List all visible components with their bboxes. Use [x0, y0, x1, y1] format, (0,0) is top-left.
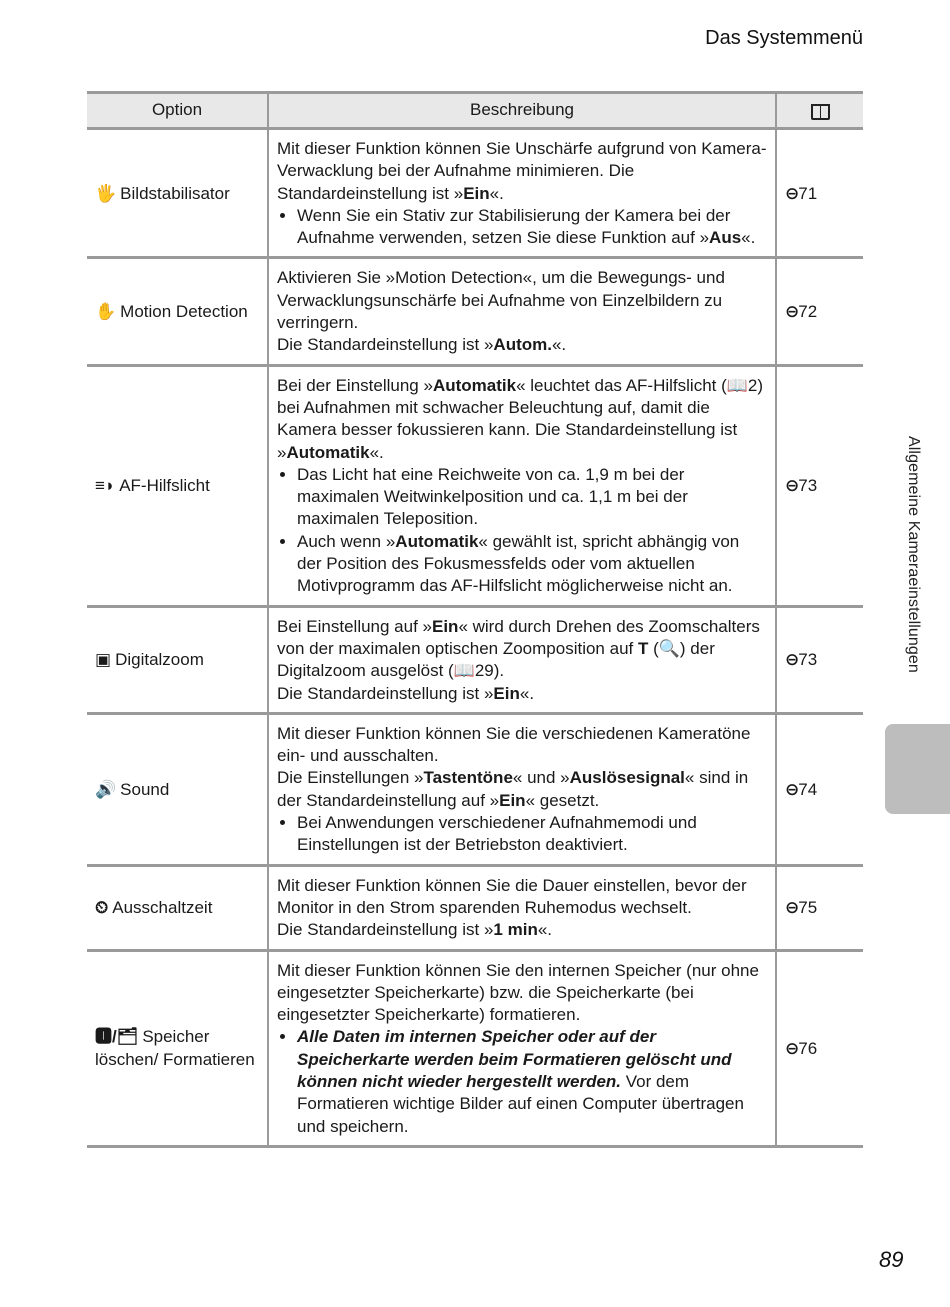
- option-cell: [87, 365, 268, 606]
- table-row: [87, 258, 863, 365]
- option-label: ✋ Motion Detection: [95, 301, 248, 323]
- format-memory-icon: 🅸/🗂: [95, 1027, 139, 1047]
- description-cell: [268, 365, 776, 606]
- option-cell: [87, 129, 268, 258]
- option-cell: [87, 713, 268, 865]
- reference-cell: [776, 950, 863, 1146]
- bold-term: Aus: [709, 228, 742, 248]
- chapter-tab-marker: [885, 724, 950, 814]
- option-label: 🖐 Bildstabilisator: [95, 183, 230, 205]
- description-cell: [268, 129, 776, 258]
- warning-text: Alle Daten im internen Speicher oder auf der Speicherkarte werden beim Formatieren gelöscht und können nicht wieder hergestellt werden.: [297, 1027, 732, 1091]
- column-header-option: Option: [87, 93, 268, 129]
- table-row: [87, 865, 863, 950]
- description-text: Aktivieren Sie »Motion Detection«, um die Bewegungs- und Verwacklungsunschärfe bei Aufnahme von Einzelbildern zu verringern. Die Standardeinstellung ist »Autom.«.: [277, 268, 725, 355]
- option-name: [95, 779, 259, 801]
- bold-term: 1 min: [493, 920, 538, 940]
- system-menu-table: [87, 91, 863, 1148]
- reference-section-icon: ⊖: [785, 183, 798, 203]
- note-list: [277, 1026, 767, 1137]
- note-item: • Alle Daten im internen Speicher oder auf der Speicherkarte werden beim Formatieren gelöscht und können nicht wieder hergestellt werden. Vor dem Formatieren wichtige Bilder auf einen Computer übertragen und speichern.: [297, 1026, 767, 1137]
- option-cell: [87, 606, 268, 713]
- table-row: [87, 950, 863, 1146]
- auto-off-icon: ⏲: [95, 897, 109, 917]
- option-cell: [87, 950, 268, 1146]
- option-label: ▣ Digitalzoom: [95, 649, 204, 671]
- page-reference: [785, 897, 855, 919]
- option-name: [95, 301, 259, 323]
- option-name: [95, 649, 259, 671]
- reference-section-icon: ⊖: [785, 301, 798, 321]
- table-row: [87, 606, 863, 713]
- reference-section-icon: ⊖: [785, 1038, 798, 1058]
- description-cell: [268, 606, 776, 713]
- option-label: ⏲ Ausschaltzeit: [95, 897, 212, 919]
- page-reference: [785, 649, 855, 671]
- table-row: [87, 713, 863, 865]
- af-assist-icon: ≡◗: [95, 476, 116, 495]
- option-name: [95, 475, 259, 497]
- reference-page-number: 72: [798, 301, 818, 321]
- page-reference: [785, 183, 855, 205]
- reference-cell: [776, 606, 863, 713]
- reference-page-number: 76: [798, 1038, 818, 1058]
- option-cell: [87, 258, 268, 365]
- reference-cell: [776, 865, 863, 950]
- bold-term: T: [637, 638, 649, 658]
- page-reference: [785, 301, 855, 323]
- page-title: Das Systemmenü: [705, 27, 863, 49]
- bold-term: Ein: [463, 183, 490, 203]
- bold-term: Tastentöne: [423, 768, 513, 788]
- reference-page-number: 75: [798, 897, 818, 917]
- note-item: • Wenn Sie ein Stativ zur Stabilisierung der Kamera bei der Aufnahme verwenden, setzen Sie diese Funktion auf »Aus«.: [297, 205, 767, 250]
- table-row: [87, 365, 863, 606]
- bold-term: Autom.: [493, 335, 552, 355]
- note-item: • Das Licht hat eine Reichweite von ca. 1,9 m bei der maximalen Weitwinkelposition und ca. 1,1 m bei der maximalen Teleposition.: [297, 464, 767, 531]
- page-reference: [785, 779, 855, 801]
- bold-term: Ein: [432, 616, 459, 636]
- column-header-description: Beschreibung: [268, 93, 776, 129]
- reference-page-number: 74: [798, 779, 818, 799]
- bold-term: Auslösesignal: [569, 768, 685, 788]
- option-label: 🔊 Sound: [95, 779, 169, 801]
- description-text: Mit dieser Funktion können Sie die Dauer einstellen, bevor der Monitor in den Strom sparenden Ruhemodus wechselt. Die Standardeinstellung ist »1 min«.: [277, 875, 747, 940]
- reference-page-number: 71: [798, 183, 818, 203]
- note-item: • Bei Anwendungen verschiedener Aufnahmemodi und Einstellungen ist der Betriebston deaktiviert.: [297, 812, 767, 857]
- note-list: [277, 464, 767, 598]
- column-header-reference: [776, 93, 863, 129]
- bold-term: Ein: [499, 790, 526, 810]
- vibration-reduction-icon: 🖐: [95, 183, 117, 203]
- option-name: [95, 897, 259, 919]
- option-name: [95, 1026, 259, 1071]
- bold-term: Automatik: [286, 442, 370, 462]
- reference-page-number: 73: [798, 476, 818, 495]
- chapter-tab-label: Allgemeine Kameraeinstellungen: [905, 436, 922, 673]
- note-list: [277, 812, 767, 857]
- table-row: [87, 129, 863, 258]
- reference-cell: [776, 129, 863, 258]
- description-text: Bei der Einstellung »Automatik« leuchtet das AF-Hilfslicht (📖2) bei Aufnahmen mit schwacher Beleuchtung auf, damit die Kamera besser fokussieren kann. Die Standardeinstellung ist »Automatik«.: [277, 375, 764, 462]
- reference-cell: [776, 365, 863, 606]
- description-text: Mit dieser Funktion können Sie die verschiedenen Kameratöne ein- und ausschalten. Die Einstellungen »Tastentöne« und »Auslösesignal« sind in der Standardeinstellung auf »Ein« gesetzt.: [277, 723, 751, 810]
- page-number: 89: [879, 1247, 904, 1272]
- note-item: • Auch wenn »Automatik« gewählt ist, spricht abhängig von der Position des Fokusmessfelds oder vom aktuellen Motivprogramm das AF-Hilfslicht möglicherweise nicht an.: [297, 531, 767, 598]
- reference-section-icon: ⊖: [785, 779, 798, 799]
- page-reference: [785, 475, 855, 497]
- description-cell: [268, 258, 776, 365]
- reference-cell: [776, 713, 863, 865]
- reference-section-icon: ⊖: [785, 476, 798, 495]
- description-cell: [268, 865, 776, 950]
- reference-page-number: 73: [798, 650, 818, 670]
- reference-section-icon: ⊖: [785, 897, 798, 917]
- page-reference: [785, 1038, 855, 1060]
- option-name: [95, 183, 259, 205]
- table-header-row: [87, 93, 863, 129]
- description-text: Mit dieser Funktion können Sie Unschärfe aufgrund von Kamera-Verwacklung bei der Aufnahme minimieren. Die Standardeinstellung ist »Ein«.: [277, 139, 767, 203]
- description-text: Mit dieser Funktion können Sie den internen Speicher (nur ohne eingesetzter Speicherkarte) bzw. die Speicherkarte (bei eingesetzter Speicherkarte) formatieren.: [277, 960, 759, 1025]
- bold-term: Automatik: [395, 531, 479, 551]
- digital-zoom-icon: ▣: [95, 650, 112, 670]
- book-icon: [811, 104, 829, 118]
- motion-detection-icon: ✋: [95, 301, 117, 321]
- reference-cell: [776, 258, 863, 365]
- sound-icon: 🔊: [95, 779, 117, 799]
- description-cell: [268, 950, 776, 1146]
- note-list: [277, 205, 767, 250]
- reference-section-icon: ⊖: [785, 650, 798, 670]
- bold-term: Ein: [493, 683, 520, 703]
- option-label: ≡◗ AF-Hilfslicht: [95, 475, 210, 497]
- description-cell: [268, 713, 776, 865]
- option-label: 🅸/🗂 Speicher löschen/ Formatieren: [95, 1027, 255, 1069]
- option-cell: [87, 865, 268, 950]
- bold-term: Automatik: [432, 375, 517, 395]
- description-text: Bei Einstellung auf »Ein« wird durch Drehen des Zoomschalters von der maximalen optischen Zoomposition auf T (🔍) der Digitalzoom ausgelöst (📖29). Die Standardeinstellung ist »Ein«.: [277, 616, 760, 703]
